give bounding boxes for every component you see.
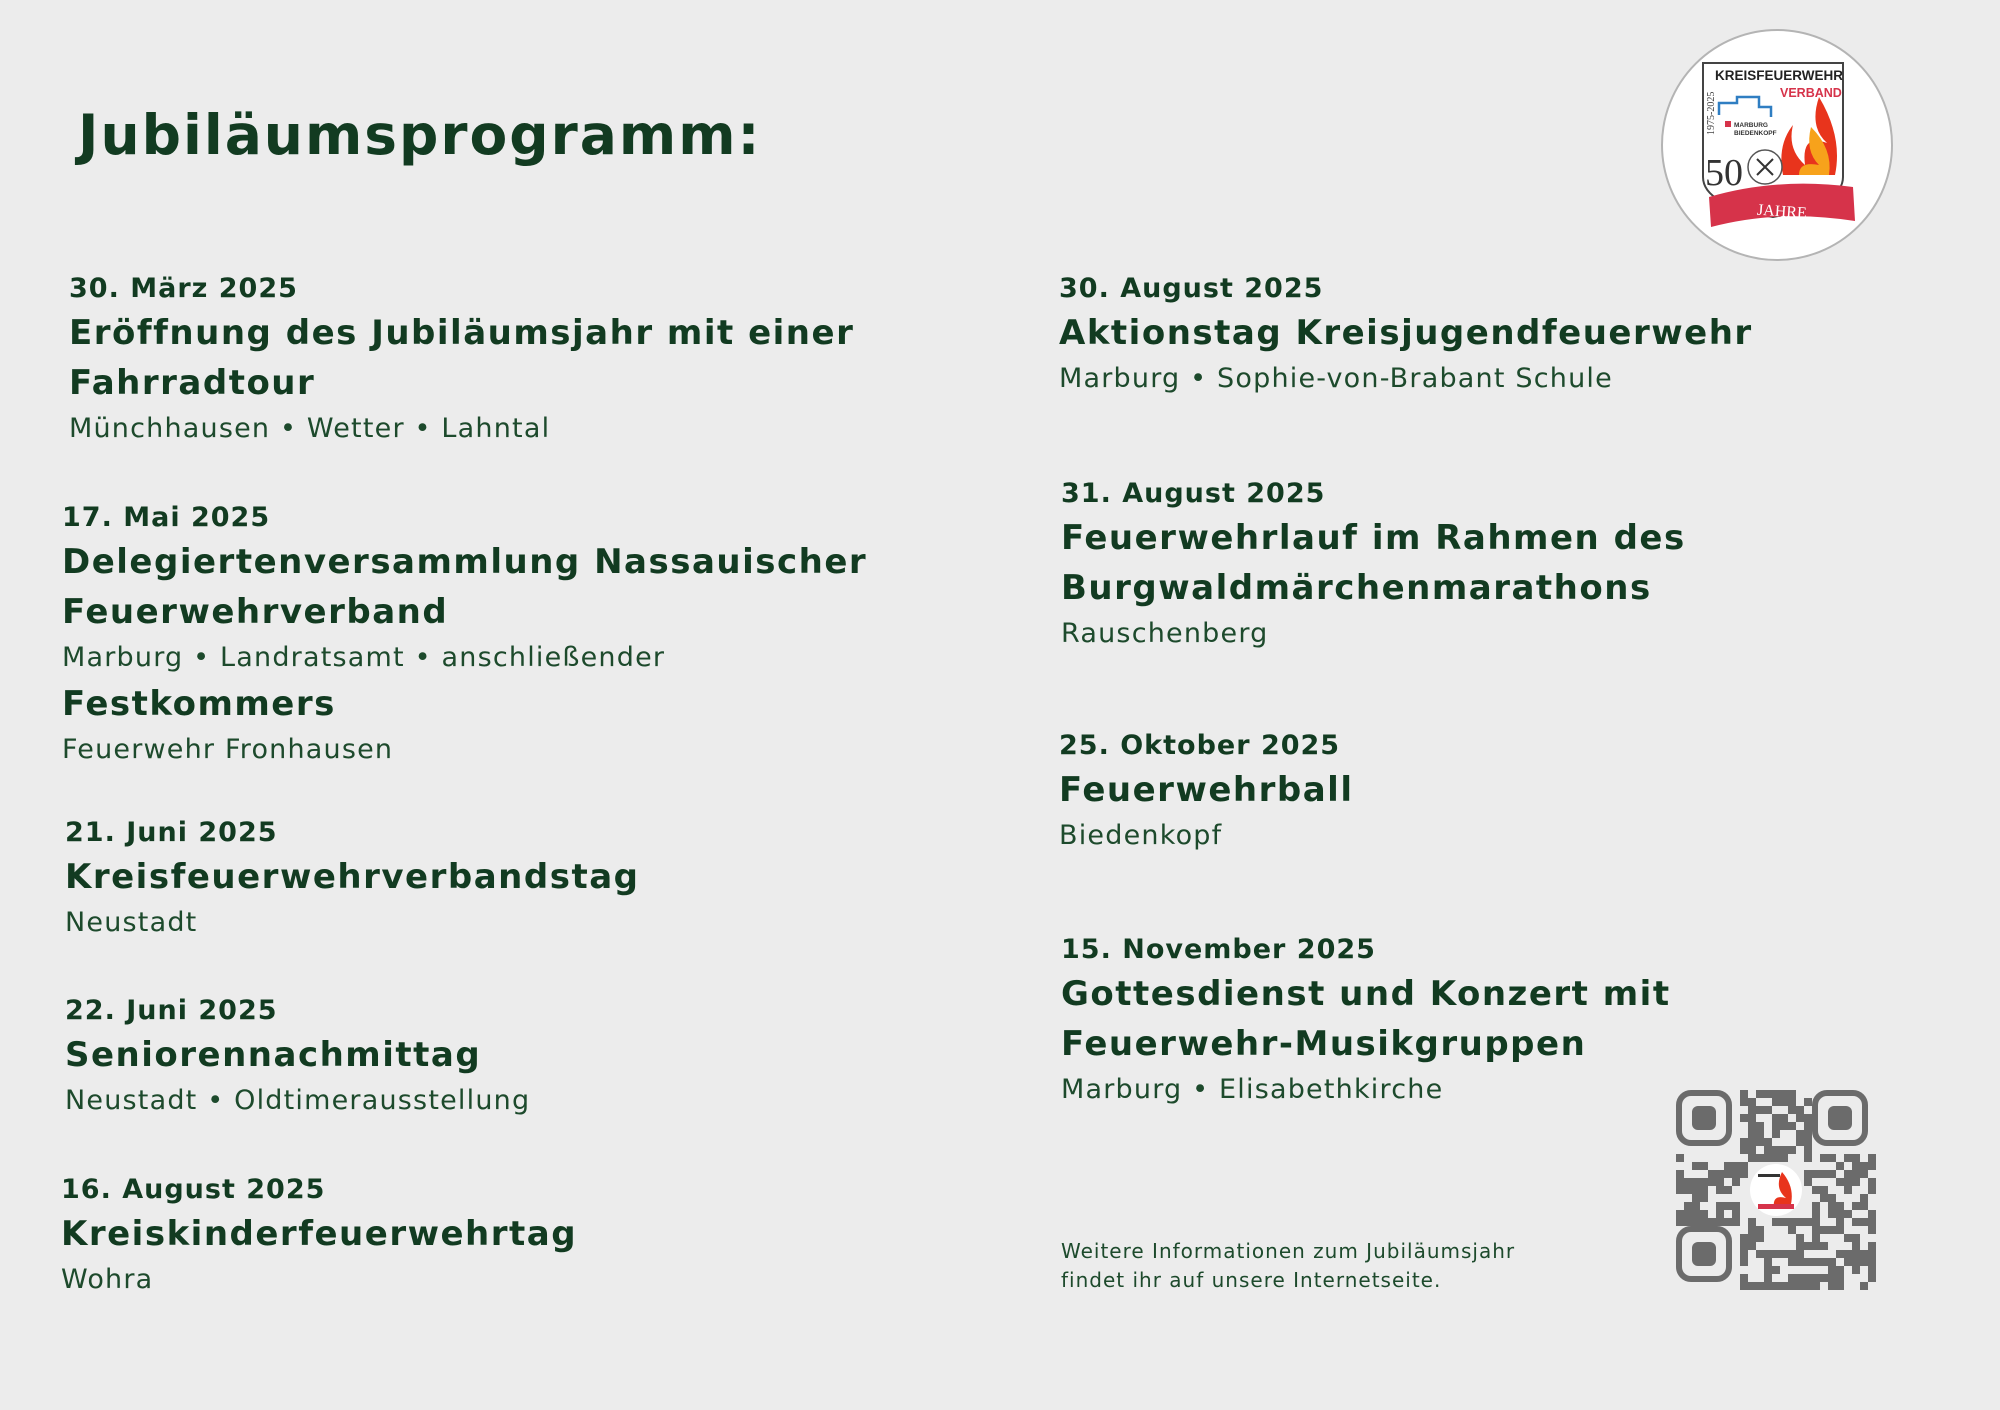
- qr-module: [1828, 1282, 1836, 1290]
- qr-module: [1852, 1242, 1860, 1250]
- qr-module: [1740, 1090, 1748, 1098]
- qr-module: [1852, 1202, 1860, 1210]
- event-name: Feuerwehrlauf im Rahmen des: [1061, 518, 1686, 558]
- event-place: Rauschenberg: [1061, 618, 1269, 649]
- qr-module: [1788, 1282, 1796, 1290]
- qr-module: [1844, 1234, 1852, 1242]
- qr-module: [1820, 1194, 1828, 1202]
- qr-module: [1780, 1114, 1788, 1122]
- qr-module: [1772, 1090, 1780, 1098]
- qr-module: [1748, 1138, 1756, 1146]
- qr-module: [1780, 1250, 1788, 1258]
- qr-module: [1796, 1234, 1804, 1242]
- qr-module: [1748, 1098, 1756, 1106]
- qr-module: [1740, 1234, 1748, 1242]
- qr-module: [1860, 1202, 1868, 1210]
- qr-module: [1804, 1242, 1812, 1250]
- qr-module: [1804, 1138, 1812, 1146]
- qr-module: [1788, 1122, 1796, 1130]
- qr-module: [1748, 1146, 1756, 1154]
- event-21-juni: [65, 814, 965, 944]
- qr-module: [1804, 1178, 1812, 1186]
- event-place: Feuerwehr Fronhausen: [62, 734, 394, 765]
- event-date: 31. August 2025: [1061, 478, 1326, 509]
- qr-module: [1692, 1210, 1700, 1218]
- qr-module: [1868, 1274, 1876, 1282]
- qr-module: [1748, 1114, 1756, 1122]
- qr-module: [1708, 1178, 1716, 1186]
- qr-module: [1868, 1162, 1876, 1170]
- qr-module: [1748, 1130, 1756, 1138]
- qr-module: [1740, 1146, 1748, 1154]
- qr-module: [1764, 1154, 1772, 1162]
- qr-module: [1836, 1226, 1844, 1234]
- qr-module: [1740, 1258, 1748, 1266]
- qr-module: [1692, 1218, 1700, 1226]
- event-date: 30. März 2025: [69, 273, 298, 304]
- event-name: Aktionstag Kreisjugendfeuerwehr: [1059, 313, 1753, 353]
- qr-module: [1860, 1162, 1868, 1170]
- qr-module: [1836, 1202, 1844, 1210]
- event-name: Festkommers: [62, 684, 336, 724]
- qr-module: [1868, 1250, 1876, 1258]
- qr-module: [1764, 1274, 1772, 1282]
- qr-module: [1716, 1186, 1724, 1194]
- event-date: 15. November 2025: [1061, 934, 1376, 965]
- qr-module: [1804, 1114, 1812, 1122]
- logo-number: 50: [1705, 152, 1743, 194]
- qr-module: [1868, 1242, 1876, 1250]
- qr-module: [1756, 1106, 1764, 1114]
- qr-module: [1812, 1258, 1820, 1266]
- qr-module: [1676, 1170, 1684, 1178]
- qr-module: [1740, 1250, 1748, 1258]
- footnote-line: Weitere Informationen zum Jubiläumsjahr: [1061, 1239, 1516, 1263]
- event-date: 30. August 2025: [1059, 273, 1324, 304]
- qr-module: [1780, 1218, 1788, 1226]
- qr-module: [1860, 1258, 1868, 1266]
- qr-module: [1868, 1226, 1876, 1234]
- event-name: Eröffnung des Jubiläumsjahr mit einer: [69, 313, 855, 353]
- qr-module: [1700, 1210, 1708, 1218]
- qr-module: [1676, 1210, 1684, 1218]
- qr-module: [1836, 1250, 1844, 1258]
- qr-code[interactable]: [1676, 1090, 1876, 1290]
- qr-module: [1772, 1114, 1780, 1122]
- qr-module: [1868, 1210, 1876, 1218]
- qr-module: [1764, 1138, 1772, 1146]
- event-16-august: [61, 1171, 961, 1301]
- qr-module: [1828, 1194, 1836, 1202]
- qr-module: [1836, 1282, 1844, 1290]
- qr-module: [1852, 1170, 1860, 1178]
- qr-module: [1812, 1170, 1820, 1178]
- kreisfeuerwehrverband-logo: [1659, 27, 1895, 263]
- qr-module: [1740, 1162, 1748, 1170]
- qr-module: [1748, 1122, 1756, 1130]
- qr-module: [1860, 1218, 1868, 1226]
- event-date: 16. August 2025: [61, 1174, 326, 1205]
- qr-module: [1684, 1178, 1692, 1186]
- qr-module: [1700, 1186, 1708, 1194]
- qr-module: [1820, 1154, 1828, 1162]
- qr-module: [1796, 1114, 1804, 1122]
- qr-module: [1788, 1098, 1796, 1106]
- qr-module: [1852, 1178, 1860, 1186]
- event-name: Gottesdienst und Konzert mit: [1061, 974, 1671, 1014]
- qr-module: [1780, 1282, 1788, 1290]
- qr-module: [1780, 1154, 1788, 1162]
- qr-finder-center: [1692, 1106, 1716, 1130]
- qr-module: [1748, 1234, 1756, 1242]
- qr-module: [1780, 1090, 1788, 1098]
- qr-module: [1812, 1218, 1820, 1226]
- qr-module: [1724, 1202, 1732, 1210]
- qr-module: [1788, 1250, 1796, 1258]
- qr-module: [1868, 1258, 1876, 1266]
- qr-module: [1772, 1098, 1780, 1106]
- qr-module: [1740, 1170, 1748, 1178]
- qr-module: [1844, 1154, 1852, 1162]
- qr-module: [1812, 1242, 1820, 1250]
- event-place: Münchhausen • Wetter • Lahntal: [69, 413, 551, 444]
- qr-module: [1732, 1218, 1740, 1226]
- qr-module: [1796, 1250, 1804, 1258]
- qr-module: [1820, 1170, 1828, 1178]
- qr-module: [1828, 1258, 1836, 1266]
- qr-module: [1796, 1258, 1804, 1266]
- qr-module: [1764, 1106, 1772, 1114]
- qr-module: [1716, 1210, 1724, 1218]
- qr-module: [1692, 1178, 1700, 1186]
- qr-module: [1868, 1218, 1876, 1226]
- qr-module: [1716, 1170, 1724, 1178]
- event-place: Marburg • Landratsamt • anschließender: [62, 642, 666, 673]
- logo-ribbon: JAHRE: [1756, 201, 1808, 223]
- qr-module: [1788, 1218, 1796, 1226]
- logo-years: 1975-2025: [1706, 91, 1717, 135]
- event-date: 21. Juni 2025: [65, 817, 278, 848]
- qr-module: [1836, 1218, 1844, 1226]
- event-place: Neustadt: [65, 907, 198, 938]
- qr-module: [1772, 1218, 1780, 1226]
- qr-module: [1868, 1178, 1876, 1186]
- qr-module: [1732, 1210, 1740, 1218]
- qr-module: [1796, 1274, 1804, 1282]
- qr-module: [1748, 1282, 1756, 1290]
- qr-module: [1844, 1170, 1852, 1178]
- qr-module: [1684, 1186, 1692, 1194]
- info-footnote: [1061, 1237, 1515, 1295]
- qr-module: [1740, 1098, 1748, 1106]
- qr-module: [1756, 1250, 1764, 1258]
- qr-module: [1764, 1266, 1772, 1274]
- logo-text-line1: KREISFEUERWEHR: [1715, 68, 1844, 83]
- qr-module: [1756, 1226, 1764, 1234]
- qr-module: [1844, 1178, 1852, 1186]
- qr-module: [1796, 1218, 1804, 1226]
- qr-module: [1772, 1282, 1780, 1290]
- qr-module: [1804, 1258, 1812, 1266]
- page-title: Jubiläumsprogramm:: [78, 103, 762, 167]
- qr-module: [1676, 1218, 1684, 1226]
- qr-module: [1804, 1154, 1812, 1162]
- qr-module: [1692, 1202, 1700, 1210]
- qr-module: [1772, 1130, 1780, 1138]
- qr-module: [1804, 1098, 1812, 1106]
- qr-module: [1676, 1154, 1684, 1162]
- event-place: Neustadt • Oldtimerausstellung: [65, 1085, 531, 1116]
- qr-module: [1676, 1186, 1684, 1194]
- qr-module: [1724, 1186, 1732, 1194]
- qr-module: [1756, 1122, 1764, 1130]
- qr-module: [1700, 1218, 1708, 1226]
- logo-city2: BIEDENKOPF: [1734, 130, 1777, 137]
- qr-module: [1828, 1266, 1836, 1274]
- qr-module: [1860, 1194, 1868, 1202]
- qr-module: [1812, 1210, 1820, 1218]
- qr-module: [1796, 1106, 1804, 1114]
- qr-module: [1820, 1226, 1828, 1234]
- qr-module: [1852, 1234, 1860, 1242]
- qr-module: [1820, 1242, 1828, 1250]
- qr-module: [1748, 1242, 1756, 1250]
- qr-module: [1844, 1258, 1852, 1266]
- qr-module: [1684, 1202, 1692, 1210]
- event-date: 17. Mai 2025: [62, 502, 271, 533]
- qr-module: [1780, 1146, 1788, 1154]
- event-place: Marburg • Sophie-von-Brabant Schule: [1059, 363, 1613, 394]
- qr-module: [1732, 1178, 1740, 1186]
- qr-module: [1764, 1258, 1772, 1266]
- qr-module: [1868, 1154, 1876, 1162]
- event-place: Wohra: [61, 1264, 154, 1295]
- event-22-juni: [65, 992, 965, 1122]
- logo-city1: MARBURG: [1734, 122, 1768, 129]
- qr-module: [1860, 1282, 1868, 1290]
- event-name: Burgwaldmärchenmarathons: [1061, 568, 1652, 608]
- qr-module: [1820, 1258, 1828, 1266]
- qr-module: [1716, 1202, 1724, 1210]
- qr-module: [1788, 1226, 1796, 1234]
- qr-module: [1764, 1090, 1772, 1098]
- qr-module: [1764, 1146, 1772, 1154]
- qr-module: [1852, 1258, 1860, 1266]
- qr-module: [1844, 1186, 1852, 1194]
- qr-module: [1852, 1162, 1860, 1170]
- qr-module: [1852, 1154, 1860, 1162]
- qr-module: [1788, 1090, 1796, 1098]
- qr-module: [1700, 1162, 1708, 1170]
- footnote-line: findet ihr auf unsere Internetseite.: [1061, 1268, 1442, 1292]
- qr-module: [1716, 1218, 1724, 1226]
- qr-module: [1740, 1242, 1748, 1250]
- qr-module: [1740, 1114, 1748, 1122]
- qr-module: [1732, 1202, 1740, 1210]
- qr-module: [1748, 1106, 1756, 1114]
- qr-module: [1780, 1122, 1788, 1130]
- qr-center-logo: [1750, 1164, 1802, 1216]
- qr-module: [1700, 1178, 1708, 1186]
- qr-module: [1756, 1154, 1764, 1162]
- qr-module: [1836, 1162, 1844, 1170]
- qr-module: [1724, 1218, 1732, 1226]
- qr-module: [1740, 1274, 1748, 1282]
- qr-module: [1764, 1282, 1772, 1290]
- qr-module: [1828, 1154, 1836, 1162]
- qr-module: [1716, 1178, 1724, 1186]
- qr-module: [1748, 1226, 1756, 1234]
- qr-module: [1812, 1234, 1820, 1242]
- qr-module: [1724, 1162, 1732, 1170]
- qr-module: [1796, 1130, 1804, 1138]
- qr-module: [1692, 1162, 1700, 1170]
- event-date: 22. Juni 2025: [65, 995, 278, 1026]
- event-30-august: [1059, 270, 1959, 400]
- qr-module: [1756, 1130, 1764, 1138]
- qr-module: [1804, 1218, 1812, 1226]
- qr-module: [1772, 1266, 1780, 1274]
- event-name: Kreiskinderfeuerwehrtag: [61, 1214, 578, 1254]
- logo-text-line2: VERBAND: [1780, 86, 1842, 100]
- qr-module: [1740, 1138, 1748, 1146]
- event-name: Feuerwehr-Musikgruppen: [1061, 1024, 1587, 1064]
- qr-module: [1788, 1258, 1796, 1266]
- qr-module: [1860, 1250, 1868, 1258]
- qr-module: [1804, 1122, 1812, 1130]
- qr-module: [1788, 1106, 1796, 1114]
- qr-module: [1740, 1282, 1748, 1290]
- event-31-august: [1061, 475, 1961, 655]
- qr-module: [1852, 1218, 1860, 1226]
- qr-finder-center: [1692, 1242, 1716, 1266]
- qr-module: [1868, 1266, 1876, 1274]
- event-name: Feuerwehrball: [1059, 770, 1354, 810]
- qr-module: [1700, 1194, 1708, 1202]
- qr-module: [1796, 1138, 1804, 1146]
- event-name: Feuerwehrverband: [62, 592, 449, 632]
- qr-module: [1788, 1146, 1796, 1154]
- event-25-oktober: [1059, 727, 1959, 857]
- qr-module: [1804, 1170, 1812, 1178]
- event-17-mai: [62, 499, 962, 771]
- qr-module: [1852, 1266, 1860, 1274]
- qr-module: [1708, 1218, 1716, 1226]
- qr-module: [1756, 1138, 1764, 1146]
- qr-module: [1828, 1274, 1836, 1282]
- qr-module: [1836, 1210, 1844, 1218]
- qr-module: [1828, 1226, 1836, 1234]
- qr-module: [1772, 1154, 1780, 1162]
- qr-module: [1860, 1170, 1868, 1178]
- qr-module: [1684, 1210, 1692, 1218]
- event-15-november: [1061, 931, 1961, 1111]
- event-name: Delegiertenversammlung Nassauischer: [62, 542, 868, 582]
- qr-module: [1796, 1242, 1804, 1250]
- event-place: Marburg • Elisabethkirche: [1061, 1074, 1444, 1105]
- qr-module: [1756, 1282, 1764, 1290]
- qr-module: [1820, 1274, 1828, 1282]
- qr-module: [1844, 1210, 1852, 1218]
- qr-module: [1724, 1170, 1732, 1178]
- qr-module: [1836, 1178, 1844, 1186]
- qr-finder-center: [1828, 1106, 1852, 1130]
- qr-module: [1676, 1178, 1684, 1186]
- event-place: Biedenkopf: [1059, 820, 1223, 851]
- qr-module: [1692, 1194, 1700, 1202]
- qr-module: [1804, 1130, 1812, 1138]
- qr-module: [1732, 1170, 1740, 1178]
- qr-module: [1756, 1234, 1764, 1242]
- qr-module: [1812, 1282, 1820, 1290]
- qr-module: [1852, 1250, 1860, 1258]
- qr-module: [1692, 1186, 1700, 1194]
- qr-module: [1804, 1282, 1812, 1290]
- qr-module: [1804, 1274, 1812, 1282]
- qr-module: [1772, 1146, 1780, 1154]
- qr-module: [1756, 1090, 1764, 1098]
- qr-module: [1748, 1154, 1756, 1162]
- qr-module: [1772, 1250, 1780, 1258]
- qr-module: [1828, 1170, 1836, 1178]
- qr-module: [1764, 1250, 1772, 1258]
- qr-module: [1812, 1186, 1820, 1194]
- qr-module: [1772, 1122, 1780, 1130]
- event-30-maerz: [69, 270, 969, 450]
- qr-module: [1708, 1170, 1716, 1178]
- qr-module: [1844, 1250, 1852, 1258]
- qr-module: [1820, 1186, 1828, 1194]
- qr-module: [1868, 1186, 1876, 1194]
- qr-module: [1828, 1210, 1836, 1218]
- event-name: Seniorennachmittag: [65, 1035, 482, 1075]
- qr-module: [1812, 1226, 1820, 1234]
- event-date: 25. Oktober 2025: [1059, 730, 1341, 761]
- event-name: Kreisfeuerwehrverbandstag: [65, 857, 640, 897]
- qr-module: [1812, 1202, 1820, 1210]
- qr-module: [1684, 1218, 1692, 1226]
- qr-module: [1780, 1098, 1788, 1106]
- qr-module: [1812, 1274, 1820, 1282]
- qr-module: [1804, 1146, 1812, 1154]
- event-name: Fahrradtour: [69, 363, 316, 403]
- qr-module: [1732, 1162, 1740, 1170]
- qr-module: [1796, 1282, 1804, 1290]
- qr-module: [1788, 1274, 1796, 1282]
- qr-module: [1828, 1202, 1836, 1210]
- qr-module: [1836, 1274, 1844, 1282]
- qr-module: [1748, 1218, 1756, 1226]
- qr-module: [1836, 1266, 1844, 1274]
